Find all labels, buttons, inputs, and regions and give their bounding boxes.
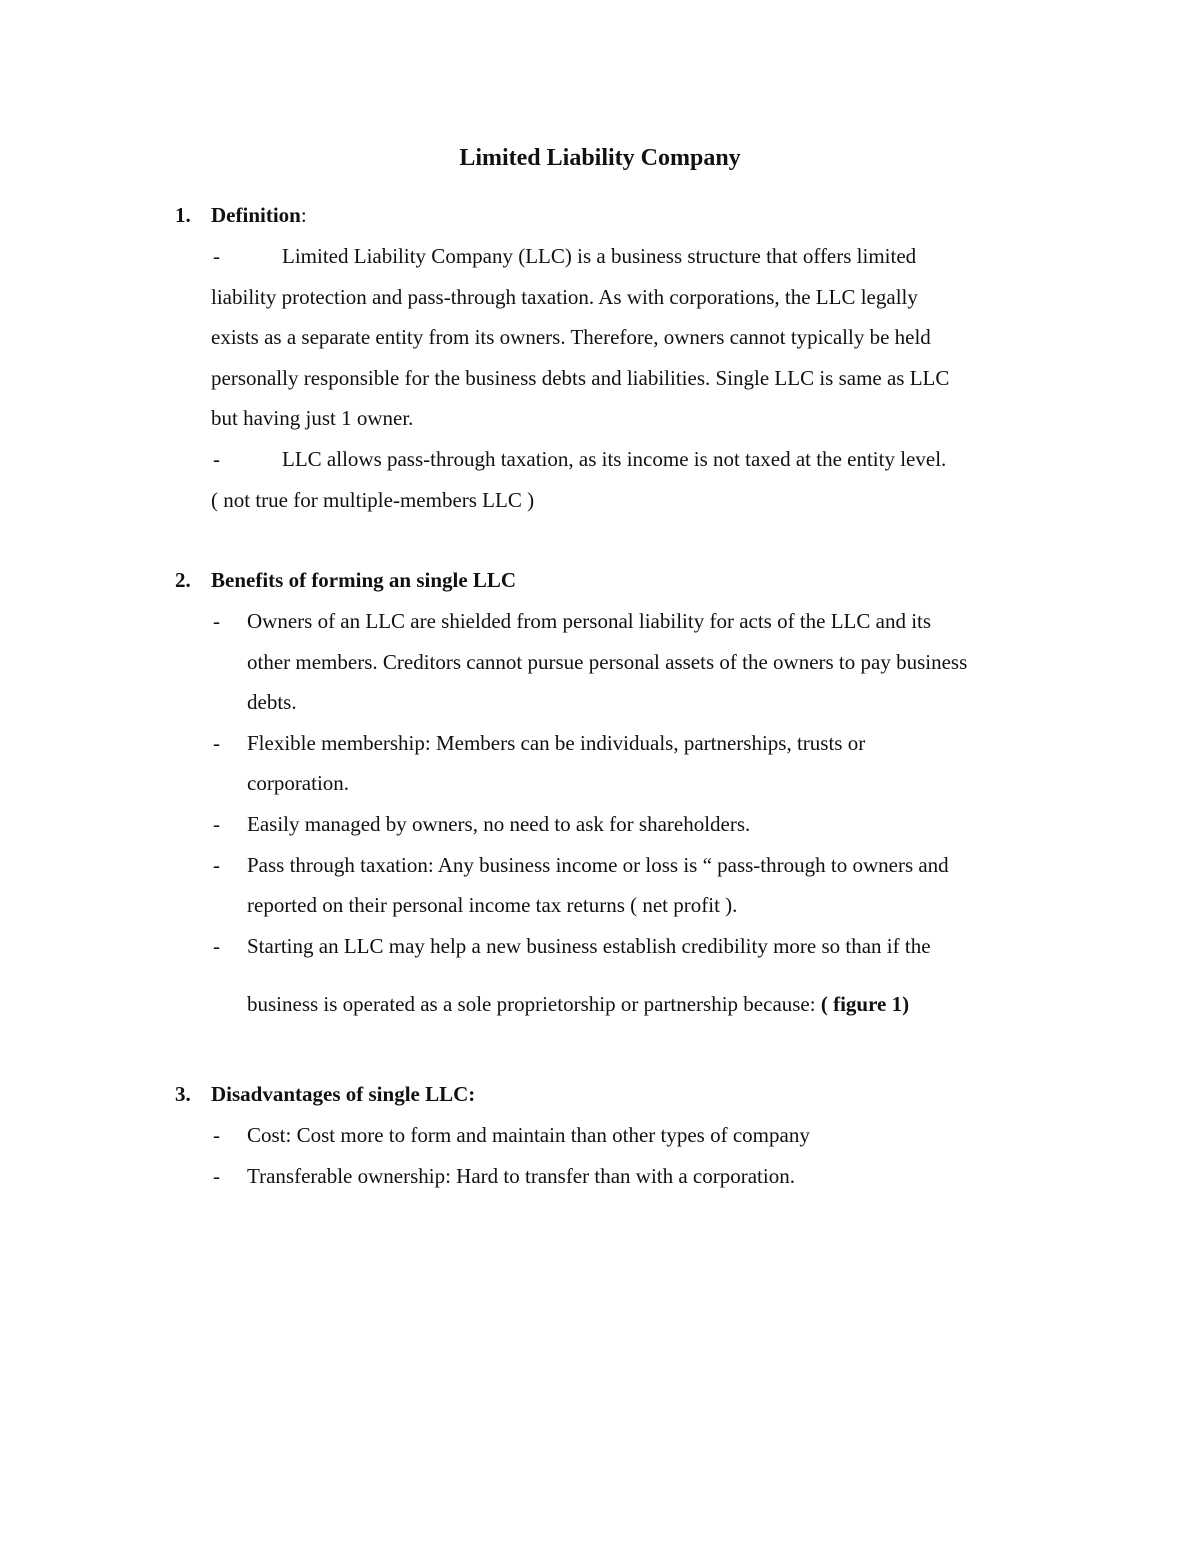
section-1-number: 1.	[175, 203, 191, 227]
section-1-item-2-dash: -	[213, 447, 220, 471]
section-2-item-3-dash: -	[213, 812, 220, 836]
section-2-item-1-line-3: debts.	[247, 690, 297, 714]
section-2-number: 2.	[175, 568, 191, 592]
section-2-item-4-line-1: Pass through taxation: Any business income or loss is “ pass-through to owners and	[247, 853, 949, 877]
section-1-item-1-line-5: but having just 1 owner.	[211, 406, 414, 430]
section-2-item-3-line-1: Easily managed by owners, no need to ask for shareholders.	[247, 812, 751, 836]
section-1-item-1-line-1: Limited Liability Company (LLC) is a business structure that offers limited	[282, 244, 917, 268]
section-1-heading	[211, 200, 307, 230]
section-3-heading: Disadvantages of single LLC:	[211, 1082, 476, 1106]
section-2-item-5-line-2	[247, 989, 909, 1019]
section-1-item-1-line-3: exists as a separate entity from its owners. Therefore, owners cannot typically be held	[211, 325, 931, 349]
document-title: Limited Liability Company	[459, 145, 741, 171]
section-2-item-1-line-1: Owners of an LLC are shielded from personal liability for acts of the LLC and its	[247, 609, 932, 633]
section-3-item-1-dash: -	[213, 1123, 220, 1147]
section-3-item-2-dash: -	[213, 1164, 220, 1188]
section-2-item-4-dash: -	[213, 853, 220, 877]
section-2-item-2-line-1: Flexible membership: Members can be individuals, partnerships, trusts or	[247, 731, 866, 755]
section-1-item-1-dash: -	[213, 244, 220, 268]
section-3-item-1-line-1: Cost: Cost more to form and maintain than other types of company	[247, 1123, 810, 1147]
section-3-item-2-line-1: Transferable ownership: Hard to transfer than with a corporation.	[247, 1164, 795, 1188]
section-2-item-4-line-2: reported on their personal income tax returns ( net profit ).	[247, 893, 738, 917]
section-2-item-5-line-1: Starting an LLC may help a new business establish credibility more so than if the	[247, 934, 931, 958]
section-2-item-1-line-2: other members. Creditors cannot pursue personal assets of the owners to pay business	[247, 650, 968, 674]
section-1-item-2-line-1: LLC allows pass-through taxation, as its income is not taxed at the entity level.	[282, 447, 947, 471]
section-2-item-5-line-2-text: business is operated as a sole proprietorship or partnership because:	[247, 992, 821, 1016]
figure-reference: ( figure 1)	[820, 992, 910, 1016]
section-2-item-2-dash: -	[213, 731, 220, 755]
section-1-item-1-line-2: liability protection and pass-through taxation. As with corporations, the LLC legally	[211, 285, 918, 309]
section-2-item-1-dash: -	[213, 609, 220, 633]
section-1-item-2-line-2: ( not true for multiple-members LLC )	[211, 488, 535, 512]
section-2-item-5-dash: -	[213, 934, 220, 958]
section-3-number: 3.	[175, 1082, 191, 1106]
section-1-heading-text: Definition	[211, 203, 301, 227]
section-1-item-1-line-4: personally responsible for the business debts and liabilities. Single LLC is same as LLC	[211, 366, 950, 390]
section-2-item-2-line-2: corporation.	[247, 771, 350, 795]
section-2-heading: Benefits of forming an single LLC	[211, 568, 517, 592]
section-1-heading-suffix: :	[300, 203, 307, 227]
